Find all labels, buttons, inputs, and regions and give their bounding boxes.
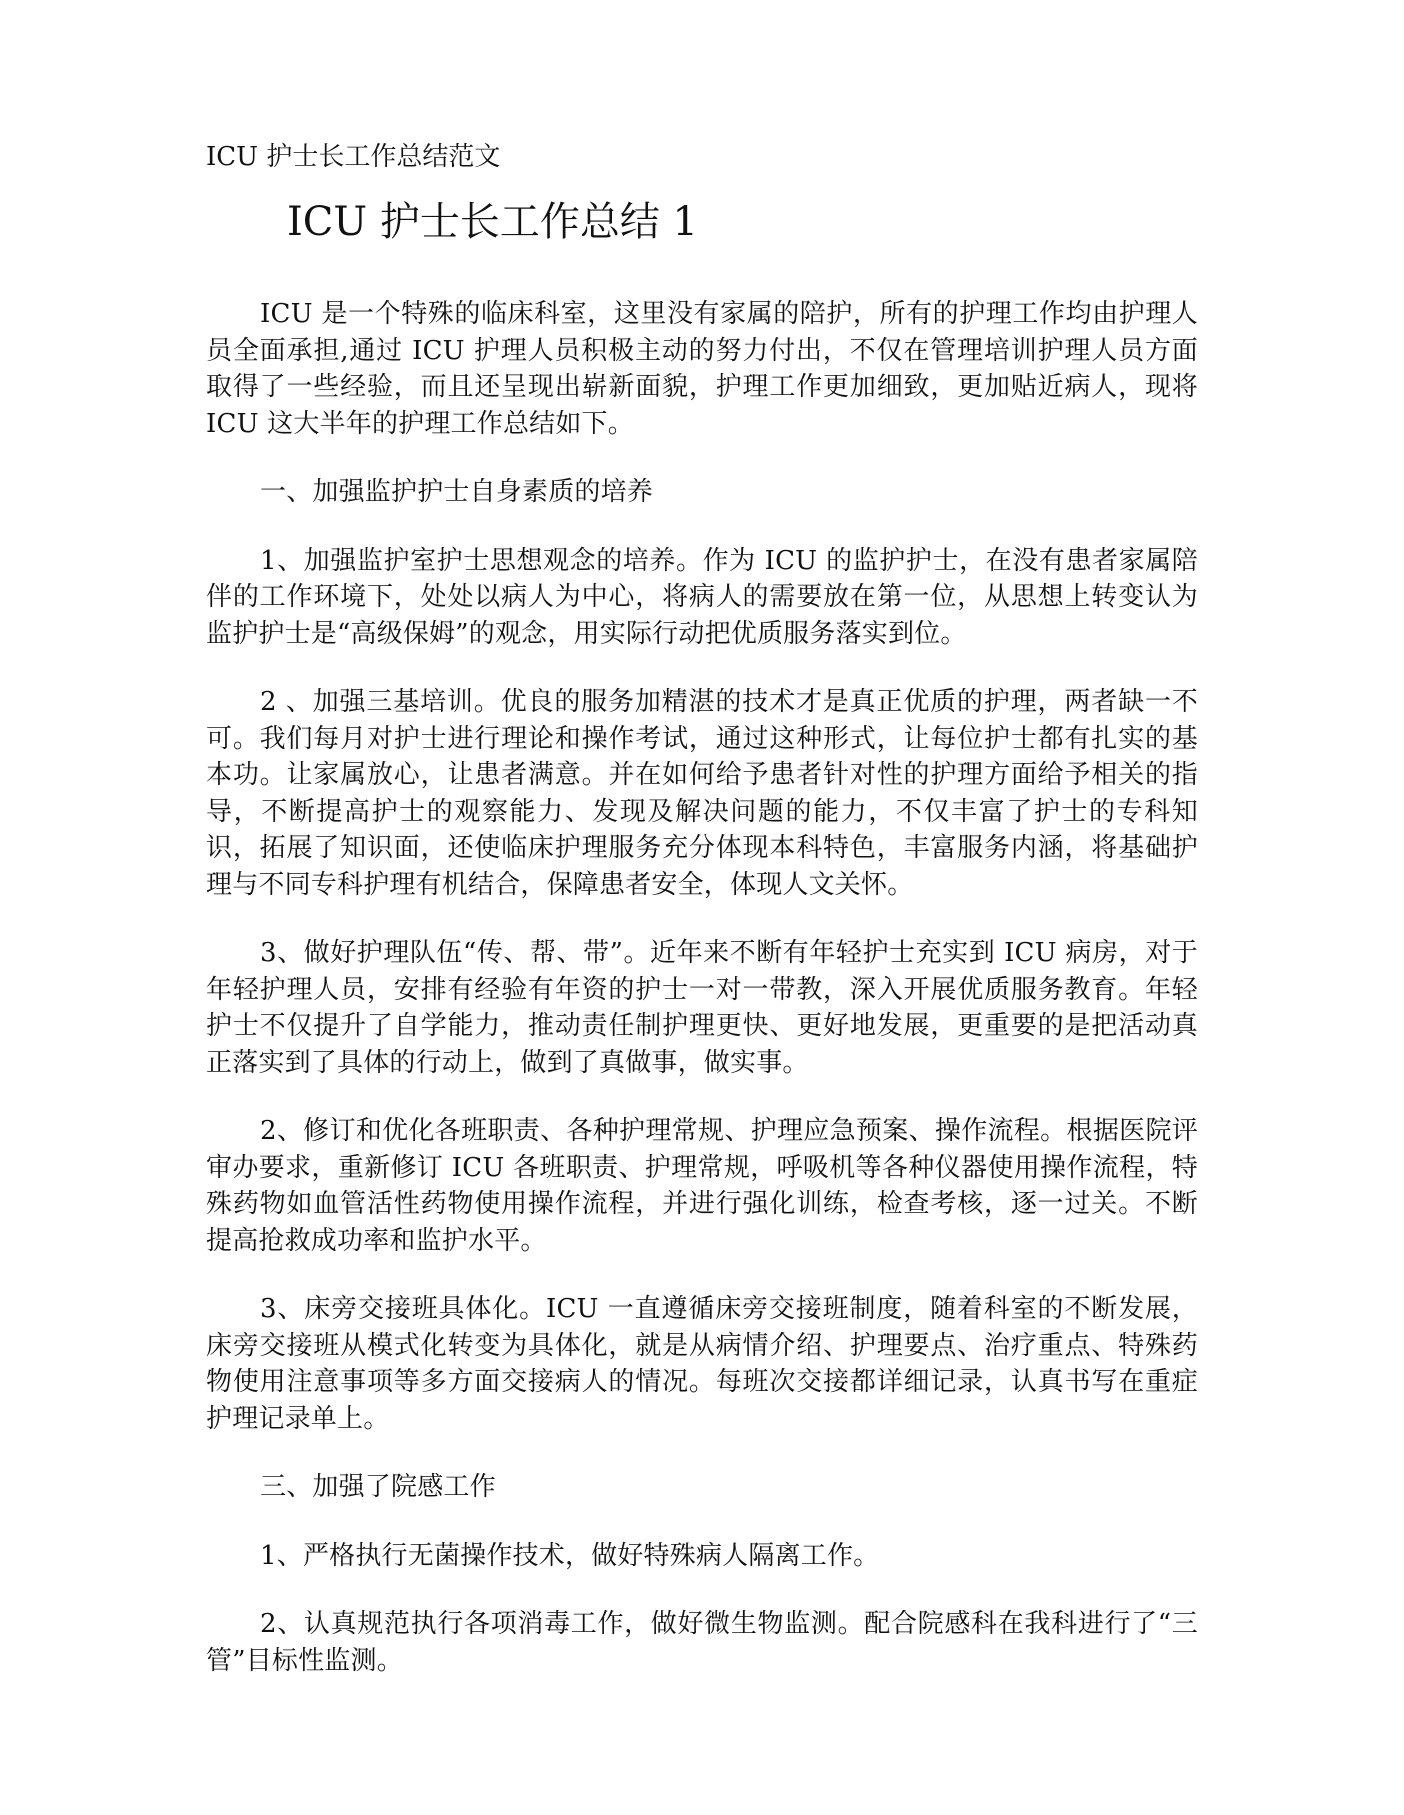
body-paragraph: 3、做好护理队伍“传、帮、带”。近年来不断有年轻护士充实到 ICU 病房，对于年轻护理人员，安排有经验有年资的护士一对一带教，深入开展优质服务教育。年轻护士不仅提升了自学能力，推动责任制护理更快、更好地发展，更重要的是把活动真正落实到了具体的行动上，做到了真做事，做实事。: [206, 938, 1198, 1078]
body-paragraph: 1、加强监护室护士思想观念的培养。作为 ICU 的监护护士，在没有患者家属陪伴的工作环境下，处处以病人为中心，将病人的需要放在第一位，从思想上转变认为监护护士是“高级保姆”的观念，用实际行动把优质服务落实到位。: [206, 545, 1198, 649]
section-heading-1: 一、加强监护护士自身素质的培养: [260, 477, 654, 507]
document-heading: ICU 护士长工作总结范文: [206, 142, 501, 172]
document-body: [206, 296, 1198, 1711]
body-paragraph: 3、床旁交接班具体化。ICU 一直遵循床旁交接班制度，随着科室的不断发展，床旁交接班从模式化转变为具体化，就是从病情介绍、护理要点、治疗重点、特殊药物使用注意事项等多方面交接病人的情况。每班次交接都详细记录，认真书写在重症护理记录单上。: [206, 1294, 1198, 1434]
intro-paragraph: ICU 是一个特殊的临床科室，这里没有家属的陪护，所有的护理工作均由护理人员全面承担,通过 ICU 护理人员积极主动的努力付出，不仅在管理培训护理人员方面取得了一些经验，而且还呈现出崭新面貌，护理工作更加细致，更加贴近病人，现将 ICU 这大半年的护理工作总结如下。: [206, 299, 1198, 439]
body-paragraph: 1、严格执行无菌操作技术，做好特殊病人隔离工作。: [260, 1540, 880, 1571]
body-paragraph: 2、修订和优化各班职责、各种护理常规、护理应急预案、操作流程。根据医院评审办要求，重新修订 ICU 各班职责、护理常规，呼吸机等各种仪器使用操作流程，特殊药物如血管活性药物使用操作流程，并进行强化训练，检查考核，逐一过关。不断提高抢救成功率和监护水平。: [206, 1116, 1198, 1256]
document-title: ICU 护士长工作总结 1: [287, 199, 698, 245]
section-heading-3: 三、加强了院感工作: [260, 1472, 496, 1502]
body-paragraph: 2、认真规范执行各项消毒工作，做好微生物监测。配合院感科在我科进行了“三管”目标性监测。: [206, 1609, 1198, 1676]
body-paragraph: 2 、加强三基培训。优良的服务加精湛的技术才是真正优质的护理，两者缺一不可。我们每月对护士进行理论和操作考试，通过这种形式，让每位护士都有扎实的基本功。让家属放心，让患者满意。并在如何给予患者针对性的护理方面给予相关的指导，不断提高护士的观察能力、发现及解决问题的能力，不仅丰富了护士的专科知识，拓展了知识面，还使临床护理服务充分体现本科特色，丰富服务内涵，将基础护理与不同专科护理有机结合，保障患者安全，体现人文关怀。: [206, 687, 1198, 900]
